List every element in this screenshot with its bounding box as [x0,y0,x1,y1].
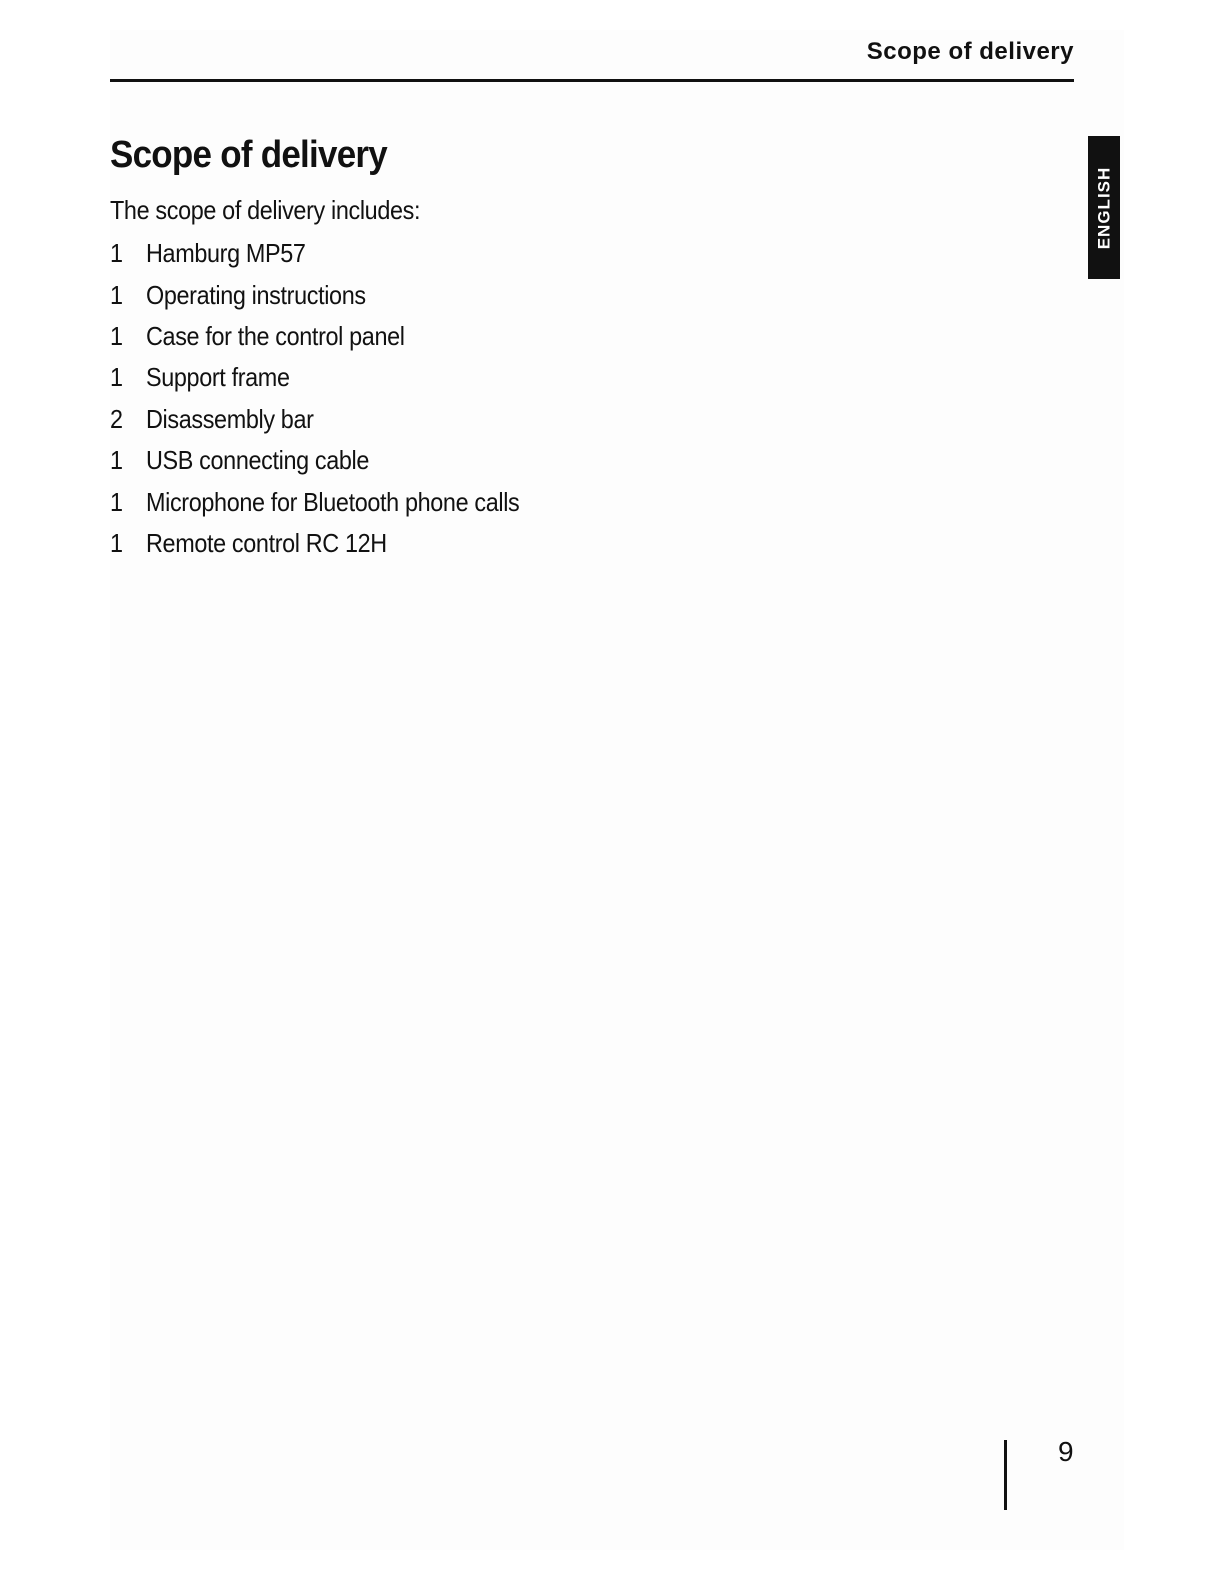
item-name: Operating instructions [146,279,366,310]
item-name: Case for the control panel [146,320,405,351]
item-name: USB connecting cable [146,445,370,476]
list-item [110,233,830,274]
page-number-rule [1004,1440,1007,1510]
item-name: Microphone for Bluetooth phone calls [146,486,520,517]
item-name: Disassembly bar [146,403,314,434]
running-header: Scope of delivery [866,38,1074,65]
language-tab [1088,136,1120,279]
item-quantity: 1 [110,362,123,393]
page-title: Scope of delivery [110,134,387,176]
item-quantity: 1 [110,238,123,269]
item-quantity: 2 [110,403,123,434]
item-quantity: 1 [110,527,123,558]
main-content [110,130,910,564]
delivery-list [110,233,910,564]
item-quantity: 1 [110,486,123,517]
item-name: Hamburg MP57 [146,238,306,269]
intro-text: The scope of delivery includes: [110,195,421,225]
header-rule [110,79,1074,82]
item-name: Remote control RC 12H [146,527,387,558]
item-quantity: 1 [110,279,123,310]
list-item [110,357,830,398]
list-item [110,274,830,315]
list-item [110,316,830,357]
item-quantity: 1 [110,320,123,351]
language-tab-label: ENGLISH [1094,166,1113,249]
item-quantity: 1 [110,445,123,476]
list-item [110,440,830,481]
page-number: 9 [1058,1436,1074,1467]
item-name: Support frame [146,362,290,393]
list-item [110,399,830,440]
list-item [110,523,830,564]
list-item [110,481,830,522]
